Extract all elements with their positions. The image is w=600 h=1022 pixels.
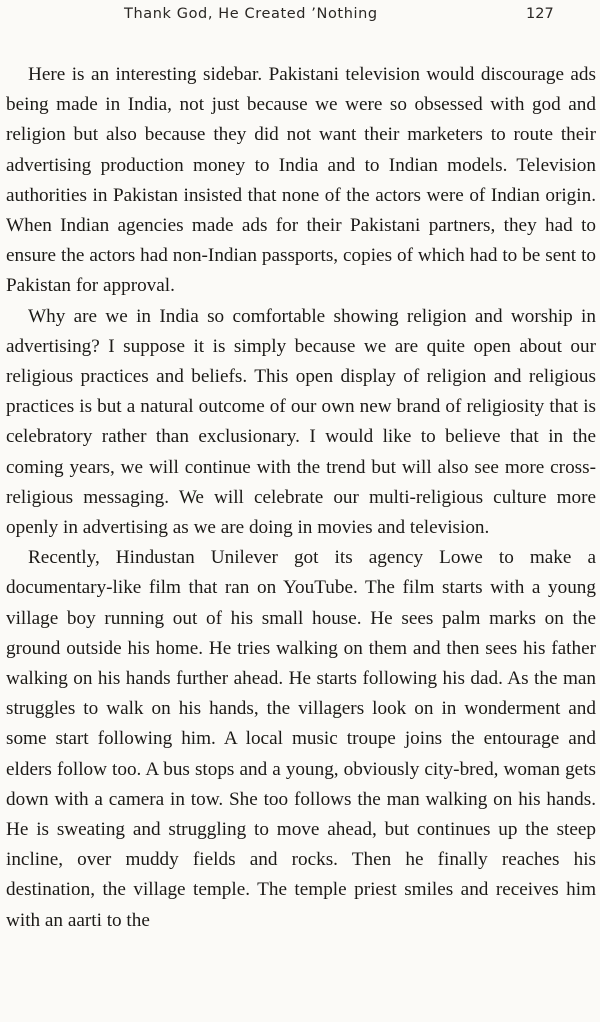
page-number: 127	[526, 6, 554, 22]
running-header	[0, 6, 600, 28]
paragraph: Recently, Hindustan Unilever got its agency Lowe to make a documentary-like film that ran on YouTube. The film starts with a young village boy running out of his small house. He sees palm marks on the ground outside his home. He tries walking on them and then sees his father walking on his hands further ahead. He starts following his dad. As the man struggles to walk on his hands, the villagers look on in wonderment and some start following him. A local music troupe joins the entourage and elders follow too. A bus stops and a young, obviously city-bred, woman gets down with a camera in tow. She too follows the man walking on his hands. He is sweating and struggling to move ahead, but continues up the steep incline, over muddy fields and rocks. Then he finally reaches his destination, the village temple. The temple priest smiles and receives him with an aarti to the	[6, 547, 596, 931]
body-text	[6, 60, 596, 936]
paragraph: Here is an interesting sidebar. Pakistani television would discourage ads being made in India, not just because we were so obsessed with god and religion but also because they did not want their marketers to route their advertising production money to India and to Indian models. Television authorities in Pakistan insisted that none of the actors were of Indian origin. When Indian agencies made ads for their Pakistani partners, they had to ensure the actors had non-Indian passports, copies of which had to be sent to Pakistan for approval.	[6, 64, 596, 297]
paragraph: Why are we in India so comfortable showing religion and worship in advertising? I suppose it is simply because we are quite open about our religious practices and beliefs. This open display of religion and religious practices is but a natural outcome of our own new brand of religiosity that is celebratory rather than exclusionary. I would like to believe that in the coming years, we will continue with the trend but will also see more cross-religious messaging. We will celebrate our multi-religious culture more openly in advertising as we are doing in movies and television.	[6, 305, 596, 539]
chapter-title: Thank God, He Created ’Nothing	[124, 6, 378, 22]
